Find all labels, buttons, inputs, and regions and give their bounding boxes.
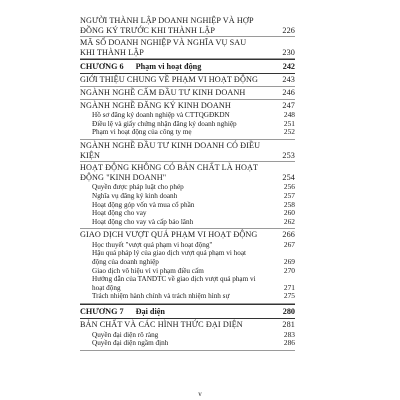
page-number: 260 (283, 208, 295, 218)
toc-entry[interactable] (80, 229, 295, 241)
toc-subentry[interactable] (80, 128, 295, 137)
toc-entry-title: GIỚI THIỆU CHUNG VỀ PHẠM VI HOẠT ĐỘNG (80, 75, 258, 85)
toc-subentry[interactable] (80, 209, 295, 218)
page-number: 275 (283, 291, 295, 301)
toc-subentry[interactable] (80, 331, 295, 340)
chapter-name: Đại diện (135, 307, 165, 317)
page-number: 270 (283, 265, 295, 275)
toc-subentry[interactable] (80, 111, 295, 120)
toc-section (80, 140, 295, 162)
toc-subentry[interactable] (80, 201, 295, 210)
toc-subentry[interactable] (80, 292, 295, 301)
toc-entry[interactable] (80, 100, 295, 112)
page-number: 242 (282, 62, 295, 72)
page-number: 266 (282, 230, 295, 240)
toc-entry-title: BẢN CHẤT VÀ CÁC HÌNH THỨC ĐẠI DIỆN (80, 320, 243, 330)
page-number: 254 (282, 172, 295, 182)
toc-entry[interactable] (80, 15, 295, 37)
toc-entry[interactable] (80, 74, 295, 87)
page-number: 262 (283, 216, 295, 226)
toc-subentry-title: Học thuyết "vượt quá phạm vi hoạt động" (92, 240, 213, 249)
toc-section (80, 319, 295, 351)
toc-subentry-title: Quyền đại diện rõ ràng (92, 330, 159, 339)
toc-subentry[interactable] (80, 249, 295, 266)
toc-subentry-title: Hoạt động cho vay (92, 209, 147, 218)
toc-subentry-title: Điều lệ và giấy chứng nhận đăng ký doanh nghiệp (92, 119, 237, 128)
page-number: 258 (283, 199, 295, 209)
toc-section (80, 37, 295, 59)
chapter-heading (80, 304, 295, 319)
toc-entry-title: NGÀNH NGHỀ ĐẦU TƯ KINH DOANH CÓ ĐIỀU KIỆN (80, 140, 261, 160)
toc-subentry-title: Hậu quả pháp lý của giao dịch vượt quá phạm vi hoạt động của doanh nghiệp (92, 249, 247, 267)
table-of-contents (80, 15, 295, 351)
toc-entry[interactable] (80, 37, 295, 59)
page-number-footer: v (198, 390, 202, 398)
page-number: 286 (283, 338, 295, 348)
toc-subentry-title: Hoạt động góp vốn và mua cổ phần (92, 200, 195, 209)
toc-entry[interactable] (80, 162, 295, 183)
toc-subentry[interactable] (80, 120, 295, 129)
page-number: 251 (283, 118, 295, 128)
chapter-number: CHƯƠNG 6 (80, 62, 124, 72)
page-number: 257 (283, 190, 295, 200)
toc-section (80, 162, 295, 229)
toc-entry-title: NGÀNH NGHỀ ĐĂNG KÝ KINH DOANH (80, 100, 231, 110)
page-number: 226 (282, 25, 295, 35)
page-number: 256 (283, 182, 295, 192)
page-number: 248 (283, 110, 295, 120)
toc-section (80, 15, 295, 37)
toc-subentry-title: Phạm vi hoạt động của công ty mẹ (92, 128, 192, 137)
toc-subentry-title: Trách nhiệm hành chính và trách nhiệm hình sự (92, 292, 230, 301)
toc-subentry-title: Giao dịch vô hiệu vì vi phạm điều cấm (92, 266, 204, 275)
toc-entry[interactable] (80, 87, 295, 100)
toc-subentry-title: Quyền được pháp luật cho phép (92, 183, 184, 192)
toc-entry-title: HOẠT ĐỘNG KHÔNG CÓ BẢN CHẤT LÀ HOẠT ĐỘNG "KINH DOANH" (80, 163, 258, 182)
toc-subentry[interactable] (80, 192, 295, 201)
toc-subentry-title: Nghĩa vụ đăng ký kinh doanh (92, 191, 178, 200)
page-number: 243 (282, 75, 295, 85)
page-number: 247 (282, 100, 295, 110)
toc-entry[interactable] (80, 140, 295, 162)
chapter-number: CHƯƠNG 7 (80, 307, 124, 317)
page-number: 253 (282, 150, 295, 160)
toc-subentry[interactable] (80, 339, 295, 348)
page-number: 267 (283, 239, 295, 249)
toc-subentry[interactable] (80, 241, 295, 250)
page-number: 281 (282, 320, 295, 330)
page-number: 271 (283, 282, 295, 292)
toc-subentry-title: Quyền đại diện ngầm định (92, 339, 169, 348)
toc-entry-title: GIAO DỊCH VƯỢT QUÁ PHẠM VI HOẠT ĐỘNG (80, 230, 258, 240)
chapter-title (80, 61, 295, 72)
toc-entry[interactable] (80, 319, 295, 331)
toc-entry-title: MÃ SỐ DOANH NGHIỆP VÀ NGHĨA VỤ SAU KHI THÀNH LẬP (80, 38, 247, 57)
page-number: 252 (283, 127, 295, 137)
toc-entry-title: NGÀNH NGHỀ CẤM ĐẦU TƯ KINH DOANH (80, 87, 246, 97)
toc-subentry[interactable] (80, 183, 295, 192)
toc-section (80, 87, 295, 100)
page-number: 230 (282, 47, 295, 57)
toc-section (80, 229, 295, 304)
toc-entry-title: NGƯỜI THÀNH LẬP DOANH NGHIỆP VÀ HỢP ĐỒNG KÝ TRƯỚC KHI THÀNH LẬP (80, 16, 254, 35)
toc-subentry[interactable] (80, 267, 295, 276)
page-number: 269 (283, 257, 295, 267)
toc-subentry[interactable] (80, 218, 295, 227)
chapter-name: Phạm vi hoạt động (135, 62, 202, 72)
toc-section (80, 74, 295, 87)
toc-subentry-title: Hoạt động cho vay và cấp bảo lãnh (92, 217, 194, 226)
toc-section (80, 100, 295, 140)
page-number: 283 (283, 329, 295, 339)
page-number: 246 (282, 87, 295, 97)
page-number: 280 (282, 307, 295, 317)
chapter-title (80, 306, 295, 317)
chapter-heading (80, 59, 295, 74)
toc-subentry-title: Hướng dẫn của TANDTC về giao dịch vượt quá phạm vi hoạt động (92, 275, 256, 292)
toc-subentry-title: Hồ sơ đăng ký doanh nghiệp và CTTQGĐKDN (92, 111, 230, 120)
toc-subentry[interactable] (80, 275, 295, 292)
